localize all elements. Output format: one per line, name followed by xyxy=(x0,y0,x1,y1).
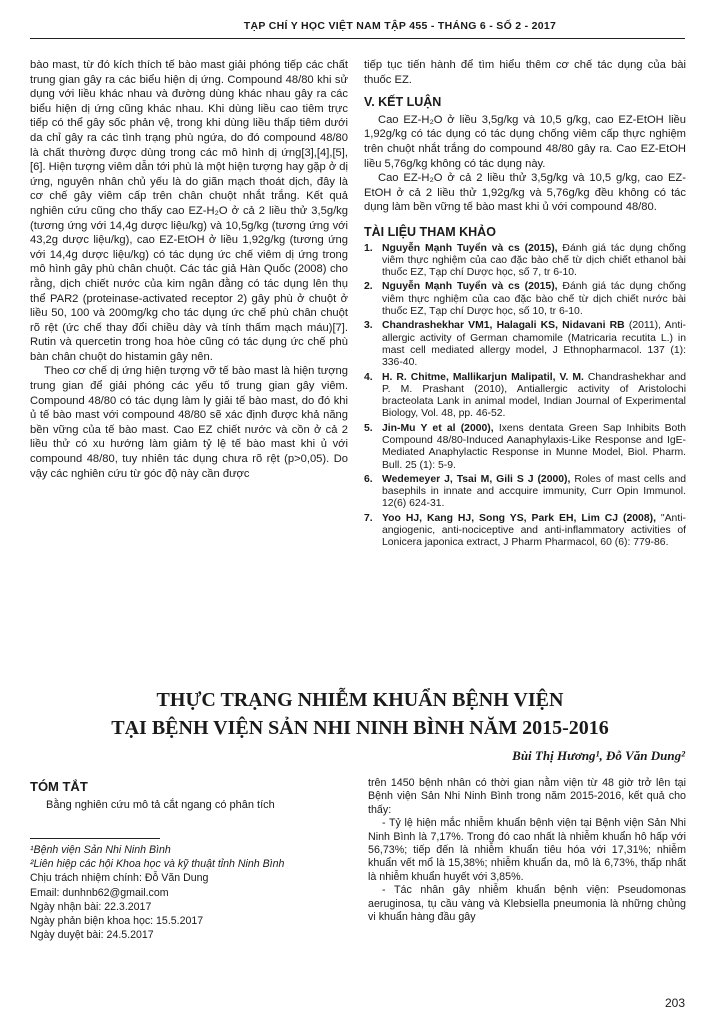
summary-text: Bằng nghiên cứu mô tả cắt ngang có phân tích xyxy=(46,799,275,811)
conclusion-heading: V. KẾT LUẬN xyxy=(364,95,442,110)
footnote-affiliation-2: ²Liên hiệp các hội Khoa học và kỹ thuật tỉnh Ninh Bình xyxy=(30,858,285,871)
footnote-received: Ngày nhận bài: 22.3.2017 xyxy=(30,900,152,913)
footnote-rule xyxy=(30,838,160,839)
footnotes xyxy=(30,843,284,942)
journal-header: TẠP CHÍ Y HỌC VIỆT NAM TẬP 455 - THÁNG 6 - SỐ 2 - 2017 xyxy=(243,20,557,32)
summary-heading: TÓM TẮT xyxy=(30,779,88,794)
conclusion-paragraph-1: Cao EZ-H₂O ở liều 3,5g/kg và 10,5 g/kg, cao EZ-EtOH liều 1,92g/kg có tác dụng có tác dụng chống viêm cấp thực nghiệm trên chuột nhắt trắng do compound 48/80 gây ra. Cao EZ-EtOH liều 5,76g/kg không có tác dụng này. xyxy=(364,113,686,170)
reference-item: 1. Nguyễn Mạnh Tuyển và cs (2015), Đánh giá tác dụng chống viêm thực nghiệm của cao đặc bào chế từ dịch chiết ethanol bài thuốc EZ, Tạp chí Dược học, số 7, tr 6-10. xyxy=(364,242,686,279)
left-paragraph-2: Theo cơ chế dị ứng hiện tượng vỡ tế bào mast là hiện tượng trung gian để giải phóng các yếu tố trung gian gây viêm. Compound 48/80 có tác dụng làm ly giải tế bào mast, do đó khi ủ tế bào mast với compound 48/80 sẽ xác định được khả năng bền vững của tế bào mast. Cao EZ chiết nước và cồn ở cả 2 liều thử có xu hướng làm giảm tỷ lệ tế bào mast khi ủ với compound 48/80, tuy nhiên tác dụng chưa rõ rệt (p>0,05). Do vậy các nghiên cứu từ góc độ này cần được xyxy=(30,365,348,480)
left-paragraph-1: bào mast, từ đó kích thích tế bào mast giải phóng tiếp các chất trung gian gây ra các biểu hiện dị ứng. Compound 48/80 khi sử dụng với liều khác nhau và đường dùng khác nhau gây ra các biểu hiện dị ứng cũng khác nhau. Khi dùng liều cao tiêm trực tiếp có thể gây sốc phản vệ, trong khi dùng liều thấp tiêm dưới da chỉ gây ra các tình trạng phù ngứa, do đó compound 48/80 là chất thường được dùng trong các mô hình dị ứng[3],[4],[5],[6]. Hiện tượng viêm dẫn tới phù là một hiện tượng hay gặp ở dị ứng, nguyên nhân chủ yếu là do giãn mạch thoát dịch, đây là cơ chế gây viêm cấp trên chân chuột nhắt trắng. Kết quả nghiên cứu cũng cho thấy cao EZ-H₂O ở cả 2 liều thử 3,5g/kg (tương ứng với 14,4g dược liệu/kg) và 10,5g/kg (tương ứng với 43,2g dược liệu/kg), cao EZ-EtOH ở liều 1,92g/kg (tương ứng với 14,4g dược liệu/kg) có tác dụng ức chế viêm dị ứng trong mô hình gây phù chân chuột. Các tác giả Hàn Quốc (2008) cho rằng, dịch chiết nước của kim ngân đằng có tác dụng lên thụ thể PAR2 (proteinase-activated receptor 2) gây phù ở chuột ở liều 50, 100 và 200mg/kg cho tác dụng ức chế phù chân chuột rõ rệt (ức chế thay đổi chiều dày và tính thấm mạch máu)[7]. Rutin và quercetin trong hoa hòe cũng có tác dụng ức chế phù bàn chân chuột do histamin gây nên. xyxy=(30,59,348,363)
header-rule xyxy=(30,38,685,39)
article-title-line-2: TẠI BỆNH VIỆN SẢN NHI NINH BÌNH NĂM 2015-2016 xyxy=(111,717,609,739)
footnote-affiliation-1: ¹Bệnh viện Sản Nhi Ninh Bình xyxy=(30,844,171,856)
footnote-email: Email: dunhnb62@gmail.com xyxy=(30,886,169,899)
right-column xyxy=(364,58,686,552)
right-intro: tiếp tục tiến hành để tìm hiểu thêm cơ chế tác dụng của bài thuốc EZ. xyxy=(364,59,686,86)
footnote-corresponding: Chịu trách nhiệm chính: Đỗ Văn Dung xyxy=(30,872,209,885)
abstract-paragraph-2: - Tỷ lệ hiện mắc nhiễm khuẩn bệnh viện tại Bệnh viện Sản Nhi Ninh Bình là 7,17%. Trong đó cao nhất là nhiễm khuẩn hô hấp với 56,73%; tiếp đến là nhiễm khuẩn tiêu hóa với 17,31%; nhiễm khuẩn vết mổ là 15,38%; nhiễm khuẩn da, mô là 6,73%, thấp nhất là nhiễm khuẩn huyết với 3,85%. xyxy=(368,817,686,883)
conclusion-paragraph-2: Cao EZ-H₂O ở cả 2 liều thử 3,5g/kg và 10,5 g/kg, cao EZ-EtOH ở cả 2 liều thử 1,92g/kg và 5,76g/kg đều không có tác dụng làm bền vững tế bào mast khi ủ với compound 48/80. xyxy=(364,172,686,214)
reference-item: 7. Yoo HJ, Kang HJ, Song YS, Park EH, Lim CJ (2008), "Anti-angiogenic, anti-nociceptive and anti-inflammatory activities of Lonicera japonica extract, J Pharm Pharmacol, 60 (6): 779-86. xyxy=(364,512,686,549)
reference-item: 3. Chandrashekhar VM1, Halagali KS, Nidavani RB (2011), Anti-allergic activity of German chamomile (Matricaria recutita L.) in mast cell mediated allergy model, J Ethnopharmacol. 137 (1): 336-40. xyxy=(364,320,687,369)
article-title-line-1: THỰC TRẠNG NHIỄM KHUẨN BỆNH VIỆN xyxy=(156,689,564,711)
reference-item: 5. Jin-Mu Y et al (2000), Ixens dentata Green Sap Inhibits Both Compound 48/80-Induced Aanaphylaxis-Like Response and IgE-Mediated Anaphylactic Response in Munne Model, Biol. Pharm. Bull. 25 (1): 5-9. xyxy=(364,422,687,471)
abstract-paragraph-1: trên 1450 bệnh nhân có thời gian nằm viện từ 48 giờ trở lên tại Bệnh viện Sản Nhi Ninh Bình trong năm 2015-2016, kết quả cho thấy: xyxy=(368,777,686,816)
abstract-right-column xyxy=(368,777,686,924)
reference-item: 4. H. R. Chitme, Mallikarjun Malipatil, V. M. Chandrashekhar and P. M. Prashant (2010), Antiallergic activity of Aristolochi bracteolata Lank in animal model, Indian Journal of Experimental Biology, Vol. 48, pp. 46-52. xyxy=(364,371,687,420)
page-number: 203 xyxy=(664,996,685,1010)
left-column xyxy=(30,58,348,481)
abstract-paragraph-3: - Tác nhân gây nhiễm khuẩn bệnh viện: Pseudomonas aeruginosa, tụ cầu vàng và Klebsiella pneumonia là những chủng vi khuẩn hàng đầu gây xyxy=(368,884,686,924)
reference-list xyxy=(364,243,686,550)
references-heading: TÀI LIỆU THAM KHẢO xyxy=(364,224,496,239)
footnote-reviewed: Ngày phản biện khoa học: 15.5.2017 xyxy=(30,915,204,928)
reference-item: 6. Wedemeyer J, Tsai M, Gili S J (2000), Roles of mast cells and basephils in innate and accquire immunity, Curr Opin Immunol. 12(6) 624-31. xyxy=(364,473,687,510)
authors: Bùi Thị Hương¹, Đỗ Văn Dung² xyxy=(512,748,685,763)
reference-item: 2. Nguyễn Mạnh Tuyển và cs (2015), Đánh giá tác dụng chống viêm thực nghiệm của cao đặc bào chế từ dịch chiết nước bài thuốc EZ, Tạp chí Dược học, số 10, tr 6-10. xyxy=(364,281,686,318)
footnote-accepted: Ngày duyệt bài: 24.5.2017 xyxy=(30,929,154,942)
article-title xyxy=(60,686,660,742)
